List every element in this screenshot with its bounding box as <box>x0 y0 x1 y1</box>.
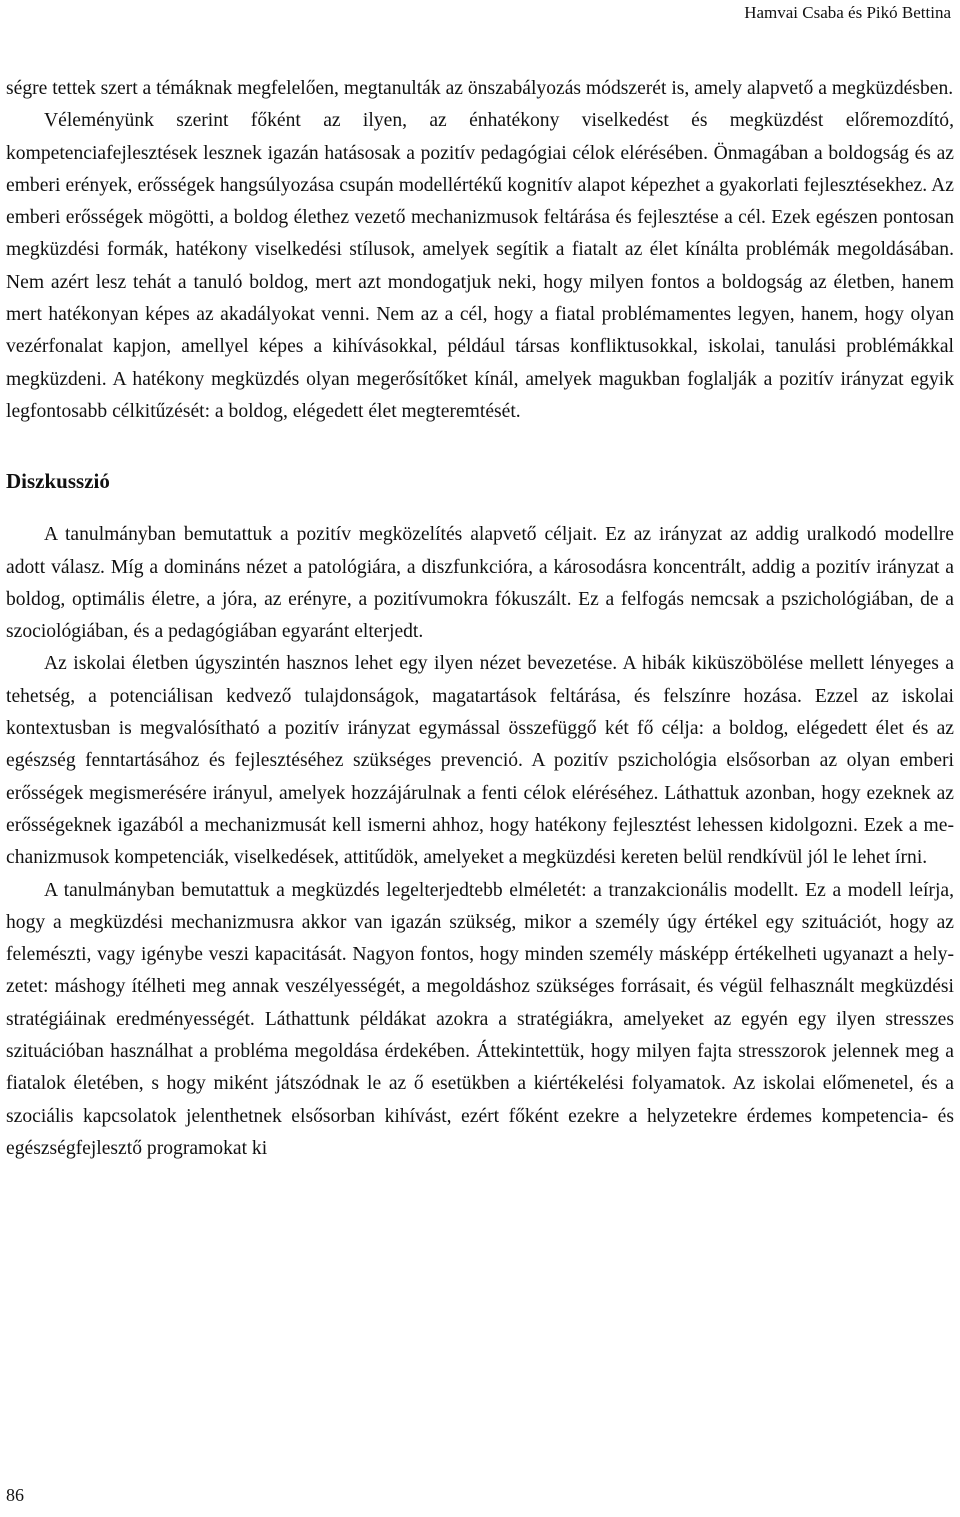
paragraph-school-life: Az iskolai életben úgyszintén hasznos lehet egy ilyen nézet bevezetése. A hibák kiküszöbölése mellett lényeges a tehetség, a potenciálisan kedvező tulajdonságok, magatartások feltárása, és felszínre hozása. Ezzel az iskolai kontextusban is megvalósítható a pozitív irányzat egymással összefüggő két fő célja: a boldog, elégedett élet és az egészség fenntartásához és fejlesztéséhez szükséges prevenció. A pozitív pszichológia elsősorban az olyan emberi erősségek megismerésére irányul, amelyek hozzájárulnak a fenti célok eléréséhez. Láthattuk azonban, hogy ezeknek az erősségeknek igazából a mechanizmusát kell ismerni ahhoz, hogy hatékony fejlesztést lehessen kidolgozni. Ezek a mechanizmusok kompetenciák, viselkedések, attitűdök, amelyeket a megküzdési kereten belül rendkívül jól le lehet írni. <box>6 653 954 869</box>
paragraph-positive-approach: A tanulmányban bemutattuk a pozitív megközelítés alapvető céljait. Ez az irányzat az addig uralkodó modellre adott válasz. Míg a domináns nézet a patológiára, a diszfunkcióra, a károsodásra koncentrált, addig a pozitív irányzat a boldog, optimális életre, a jóra, az erényre, a pozitívumokra fókuszált. Ez a felfogás nemcsak a pszichológiában, de a szociológiában, és a pedagógiában egyaránt elterjedt. <box>6 524 954 643</box>
section-heading: Diszkusszió <box>6 469 110 494</box>
page-number: 86 <box>6 1485 24 1505</box>
page-body <box>6 73 954 1165</box>
paragraph-competence-development: Véleményünk szerint főként az ilyen, az énhatékony viselkedést és megküzdést előremozdító, kompetenciafejlesztések lesznek igazán hatásosak a pozitív pedagógiai célok elérésében. Önmagában a boldogság és az emberi erények, erősségek hangsúlyozása csupán modellértékű kognitív alapot képezhet a gyakorlati fejlesztésekhez. Az emberi erősségek mögötti, a boldog élethez vezető mechanizmusok feltárása és fejlesztése a cél. Ezek egészen pontosan megküzdési formák, hatékony viselkedési stílusok, amelyek segítik a fiatalt az élet kínálta problémák megoldásában. Nem azért lesz tehát a tanuló boldog, mert azt mondogatjuk neki, hogy milyen fontos a boldogság az életben, hanem mert hatékonyan képes az akadályokat venni. Nem az a cél, hogy a fiatal problémamentes legyen, hanem, hogy olyan vezérfonalat kapjon, amellyel képes a kihívásokkal, például társas konfliktusokkal, iskolai, tanulási problémákkal megküzdeni. A hatékony megküzdés olyan megerősítőket kínál, amelyek magukban foglalják a pozitív irányzat egyik legfontosabb célkitűzését: a boldog, elégedett élet megteremtését. <box>6 110 954 422</box>
paragraph-continuation: ségre tettek szert a témáknak megfelelően, megtanulták az önszabályozás módszerét is, amely alapvető a megküzdésben. <box>6 78 954 99</box>
running-header <box>0 2 960 24</box>
running-header-title: Hamvai Csaba és Pikó Bettina <box>744 3 951 22</box>
paragraph-transactional-model: A tanulmányban bemutattuk a megküzdés legelterjedtebb elméletét: a tranzakcionális modellt. Ez a modell leírja, hogy a megküzdési mechanizmusra akkor van igazán szükség, mikor a személy úgy értékel egy szituációt, hogy az felemészti, vagy igénybe veszi kapacitását. Nagyon fontos, hogy minden személy másképp értékelheti ugyanazt a helyzetet: máshogy ítélheti meg annak veszélyességét, a megoldáshoz szükséges forrásait, és végül felhasznált megküzdési stratégiáinak eredményességét. Láthattunk példákat azokra a stratégiákra, amelyeket az egyén egy ilyen stresszes szituációban használhat a probléma megoldása érdekében. Áttekintettük, hogy milyen fajta stresszorok jelennek meg a fiatalok életében, s hogy miként játszódnak le az ő esetükben a kiértékelési folyamatok. Az iskolai előmenetel, és a szociális kapcsolatok jelenthetnek elsősorban kihívást, ezért főként ezekre a helyzetekre érdemes kompetencia- és egészségfejlesztő programokat ki <box>6 879 954 1159</box>
